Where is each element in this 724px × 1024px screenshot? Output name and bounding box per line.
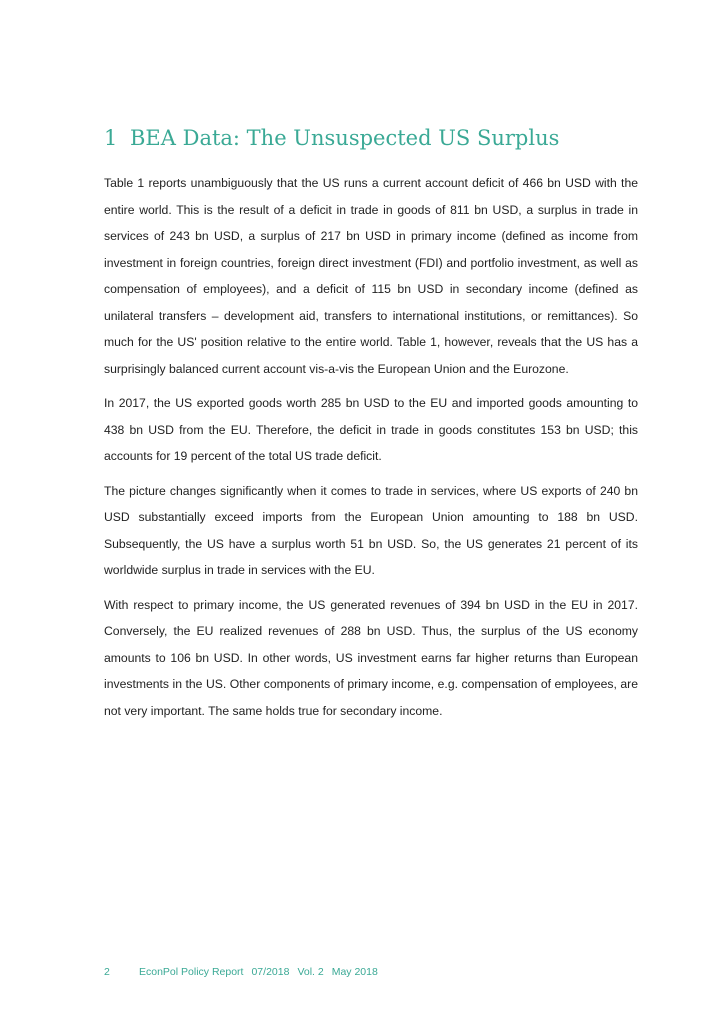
paragraph: With respect to primary income, the US generated revenues of 394 bn USD in the EU in 2017. Conversely, the EU realized revenues of 288 bn USD. Thus, the surplus of the US economy amounts to 106 bn USD. In other words, US investment earns far higher returns than European investments in the US. Other components of primary income, e.g. compensation of employees, are not very important. The same holds true for secondary income. [104, 597, 638, 718]
paragraph: In 2017, the US exported goods worth 285 bn USD to the EU and imported goods amounting to 438 bn USD from the EU. Therefore, the deficit in trade in goods constitutes 153 bn USD; this accounts for 19 percent of the total US trade deficit. [104, 396, 638, 463]
paragraph: The picture changes significantly when it comes to trade in services, where US exports of 240 bn USD substantially exceed imports from the European Union amounting to 188 bn USD. Subsequently, the US have a surplus worth 51 bn USD. So, the US generates 21 percent of its worldwide surplus in trade in services with the EU. [104, 483, 638, 577]
publication-date: May 2018 [331, 966, 378, 978]
section-title: BEA Data: The Unsuspected US Surplus [130, 126, 560, 150]
section-heading [104, 124, 644, 152]
body-text [104, 170, 638, 732]
paragraph: Table 1 reports unambiguously that the US runs a current account deficit of 466 bn USD with the entire world. This is the result of a deficit in trade in goods of 811 bn USD, a surplus in trade in services of 243 bn USD, a surplus of 217 bn USD in primary income (defined as income from investment in foreign countries, foreign direct investment (FDI) and portfolio investment, as well as compensation of employees), and a deficit of 115 bn USD in secondary income (defined as unilateral transfers – development aid, transfers to international institutions, or remittances). So much for the US' position relative to the entire world. Table 1, however, reveals that the US has a surprisingly balanced current account vis-a-vis the European Union and the Eurozone. [104, 176, 638, 376]
volume-label: Vol. 2 [297, 966, 324, 978]
publication-name: EconPol Policy Report [139, 966, 244, 978]
page-footer [104, 964, 378, 980]
page-number: 2 [104, 966, 110, 978]
section-number: 1 [104, 126, 118, 150]
issue-number: 07/2018 [251, 966, 290, 978]
